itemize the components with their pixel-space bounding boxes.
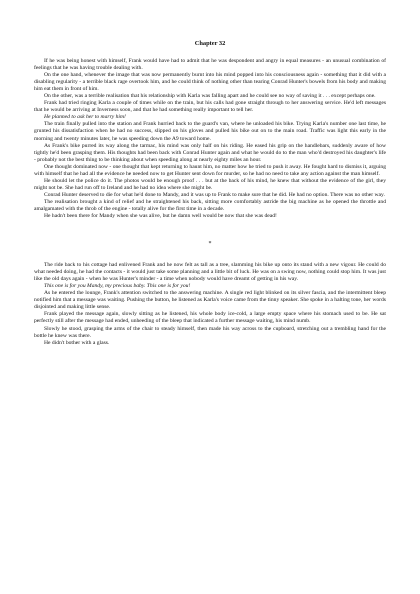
paragraph: One thought dominated now - one thought that kept returning to haunt him, no matter how he tried to push it away. He fought hard to dismiss it, arguing with himself that he had all the evidence he needed now to get Hunter sent down for murder, so he had no need to take any action against the man himself. <box>34 163 386 177</box>
paragraph: If he was being honest with himself, Frank would have had to admit that he was despondent and angry in equal measures - an unusual combination of feelings that he was having trouble dealing with. <box>34 58 386 72</box>
paragraph: The realisation brought a kind of relief and he straightened his back, sitting more comfortably astride the big machine as he opened the throttle and amalgamated with the throb of the engine - totally alive for the first time in a decade. <box>34 198 386 212</box>
paragraph: He hadn't been there for Mandy when she was alive, but he damn well would be now that she was dead! <box>44 213 277 220</box>
paragraph: He didn't bother with a glass. <box>44 339 110 346</box>
paragraph-italic: This one is for you Mandy, my precious baby. This one is for you! <box>44 283 191 290</box>
chapter-title: Chapter 32 <box>194 40 226 47</box>
paragraph: On the other, was a terrible realisation that his relationship with Karla was falling apart and he could see no way of saving it . . . except perhaps one. <box>44 93 376 100</box>
paragraph: He should let the police do it. The photos would be enough proof . . . but at the back of his mind, he knew that without the evidence of the girl, they might not be. She had run off to Ireland and he had no idea where she might be. <box>34 177 386 191</box>
document-page <box>34 40 386 347</box>
scene-break: * <box>208 241 212 248</box>
paragraph: As Frank's bike purred its way along the tarmac, his mind was only half on his riding. He eased his grip on the handlebars, suddenly aware of how tightly he'd been grasping them. His thoughts had been back with Conrad Hunter again and what he would do to the man who'd destroyed his daughter's life - probably not the best thing to be thinking about when speeding along at nearly eighty miles an hour. <box>34 142 386 163</box>
paragraph: On the one hand, whenever the image that was now permanently burnt into his mind popped into his consciousness again - something that it did with a disabling regularity - a terrible black rage overtook him, and he could think of nothing other than tearing Conrad Hunter's bowels from his body and making him eat them in front of him. <box>34 72 386 93</box>
paragraph-italic: He planned to ask her to marry him! <box>44 114 126 121</box>
paragraph: As he entered the lounge, Frank's attention switched to the answering machine. A single red light blinked on its silver fascia, and the intermittent bleep notified him that a message was waiting. Pushing the button, he listened as Karla's voice came from the tinny speaker. She spoke in a halting tone, her words disjointed and making little sense. <box>34 290 386 311</box>
paragraph: The ride back to his cottage had enlivened Frank and he now felt as tall as a tree, slamming his bike up onto its stand with a new vigour. He could do what needed doing, he had the contacts - it would just take some planning and a little bit of luck. He was on a swing now, nothing could stop him. It was just like the old days again - when he was Hunter's minder - a time when nobody would have dreamt of getting in his way. <box>34 262 386 283</box>
paragraph: The train finally pulled into the station and Frank hurried back to the guard's van, where he unloaded his bike. Trying Karla's number one last time, he grunted his dissatisfaction when he had no success, slipped on his gloves and pulled his bike out on to the main road. Traffic was light this early in the morning and twenty minutes later, he was speeding down the A9 toward home. <box>34 121 386 142</box>
paragraph: Frank had tried ringing Karla a couple of times while on the train, but his calls had gone straight through to her answering service. He'd left messages that he would be arriving at Inverness soon, and that he had something really important to tell her. <box>34 100 386 114</box>
paragraph: Conrad Hunter deserved to die for what he'd done to Mandy, and it was up to Frank to make sure that he did. He had no option. There was no other way. <box>44 191 385 198</box>
paragraph: Frank played the message again, slowly sitting as he listened, his whole body ice-cold, a large empty space where his stomach used to be. He sat perfectly still after the message had ended, unheeding of the bleep that indicated a further message waiting, his mind numb. <box>34 311 386 325</box>
paragraph: Slowly he stood, grasping the arms of the chair to steady himself, then made his way across to the cupboard, stretching out a trembling hand for the bottle he knew was there. <box>34 325 386 339</box>
